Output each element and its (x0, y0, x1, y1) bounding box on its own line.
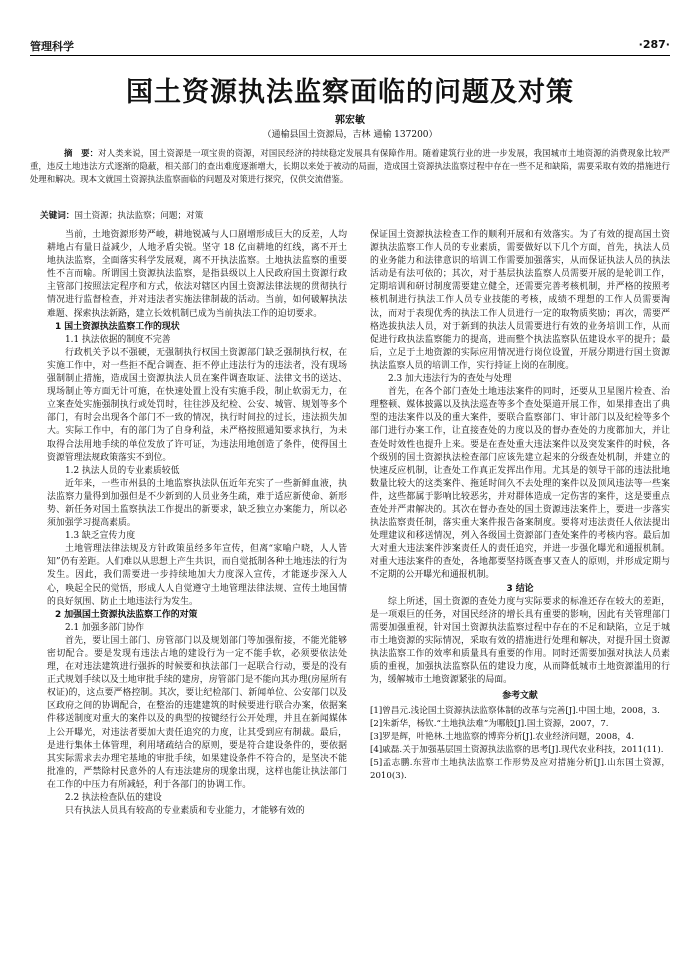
reference-item: [1]曾昌元.浅论国土资源执法监察体制的改革与完善[J].中国土地，2008，3. (370, 706, 660, 717)
right-column (370, 229, 670, 783)
body-paragraph: 综上所述，国土资源的查处力度与实际要求的标准还存在较大的差距，是一项艰巨的任务，对国民经济的增长具有重要的影响，因此有关管理部门需要加强重视，针对国土资源执法监察过程中存在的不足和缺陷，立足于城市土地资源的实际情况，采取有效的措施进行处理和解决，对提升国土资源执法监察工作的效率和质量具有重要的作用。同时还需要加强对执法人员素质的重视，加强执法监察队伍的建设力度，从而降低城市土地资源滥用的行为，缓解城市土地资源紧张的局面。 (370, 596, 670, 686)
references-heading: 参考文献 (502, 691, 538, 702)
page-number: ·287· (638, 38, 670, 51)
body-paragraph: 近年来，一些市州县的土地监察执法队伍近年充实了一些新鲜血液，执法监察力量得到加强但是不少新到的人员业务生疏，难于适应新使命、新形势、新任务对国土监察执法工作提出的新要求，缺乏独立办案能力，所以必须加强学习提高素质。 (47, 478, 347, 529)
abstract-text: 对人类来说，国土资源是一项宝贵的资源，对国民经济的持续稳定发展具有保障作用。随着建筑行业的进一步发展，我国城市土地资源的消费现象比较严重，违反土地违法方式逐渐的隐蔽，相关部门的查出难度逐渐增大，长期以来处于被动的局面，造成国土资源执法监察过程中存在一些不足和缺陷，需要采取有效的措施进行处理和解决。现本文就国土资源执法监察面临的问题及对策进行探究，仅供交流借鉴。 (30, 148, 671, 184)
body-paragraph: 行政机关予以不强硬，无强制执行权国土资源部门缺乏强制执行权，在实施工作中，对一些拒不配合调查、拒不停止违法行为的违法者，没有现场强制制止措施，造成国土资源执法人员在案件调查取证、法律文书的送达、现场制止等方面无计可施，在快速处置上没有实施手段，制止软弱无力，在立案查处实施强制执行或处罚时，往往涉及纪检、公安、城管、规划等多个部门，有时会出现各个部门不一致的情况，执行时间拉的过长，违法损失加大。实际工作中，有的部门为了自身利益，未严格按照通知要求执行，为未取得合法用地手续的单位发放了许可证，为违法用地创造了条件，使得国土资源管理法规政策落实不到位。 (47, 347, 347, 463)
subsection-heading: 1.1 执法依据的制度不完善 (65, 334, 171, 345)
keywords-text: 国土资源；执法监察；问题；对策 (74, 211, 204, 221)
subsection-heading: 2.2 执法检查队伍的建设 (65, 793, 162, 804)
article-title: 国土资源执法监察面临的问题及对策 (126, 77, 574, 108)
reference-item: [3]罗是辉，叶艳林.土地监察的博弈分析[J].农业经济问题，2008，4. (370, 732, 635, 743)
author-affiliation: （通榆县国土资源局，吉林 通榆 137200） (262, 130, 438, 140)
running-head (30, 38, 670, 54)
body-paragraph: 土地管理法律法规及方针政策虽经多年宣传，但离“家喻户晓，人人皆知”仍有差距。人们难以从思想上产生共识，而自觉抵制各种土地违法的行为发生。因此，我们需要进一步持续地加大力度深入宣传，才能逐步深入人心，唤起全民的觉悟，形成人人自觉遵守土地管理法律法规、宣传土地国情的良好氛围、防止土地违法行为发生。 (47, 544, 347, 607)
section-heading: 1 国土资源执法监察工作的现状 (55, 321, 180, 332)
abstract-label: 摘 要： (64, 148, 99, 158)
body-paragraph: 只有执法人员具有较高的专业素质和专业能力，才能够有效的 (65, 806, 305, 817)
author-name: 郭宏敏 (335, 115, 365, 126)
body-paragraph: 当前，土地资源形势严峻，耕地锐减与人口剧增形成巨大的反差，人均耕地占有量日益减少，人地矛盾尖锐。坚守 18 亿亩耕地的红线，离不开土地执法监察，全面落实科学发展观，离不开执法监察。土地执法监察的重要性不言而喻。所谓国土资源执法监察，是指县级以上人民政府国土资源行政主管部门按照法定程序和方式，依法对辖区内国土资源法律法规的贯彻执行情况进行监督检查，并对违法者实施法律制裁的活动。当前，如何破解执法难题、探索执法新路，建立长效机制已成为当前执法工作的迫切要求。 (47, 230, 347, 319)
keywords-label: 关键词： (40, 211, 75, 221)
journal-name: 管理科学 (30, 40, 74, 53)
keywords (40, 210, 670, 223)
left-column (47, 229, 347, 818)
body-paragraph: 首先，在各个部门查处土地违法案件的同时，还要从卫星图片检查、治理整顿、媒体披露以及执法巡查等多个查处渠道开展工作，如果排查出了典型的违法案件以及的重大案件，要联合监察部门、审计部门以及纪检等多个部门进行办案工作，让直接查处的力度以及的督办查处的力度都加大，并让查处时效性也提升上来。要是在查处重大违法案件以及突发案件的时候，各个级别的国土资源执法检查部门应该先建立起来的分级查处机制，并建立的快速反应机制，让查处工作真正发挥出作用。尤其是的领导干部的违法批地数量比较大的这类案件、拖延时间久不去处理的案件以及顶风违法等一些案件，这些都属于影响比较恶劣，并对群体造成一定伤害的案件，这是要重点查处并严肃解决的。其次在督办查处的国土资源违法案件上，要进一步落实执法监察责任制，落实重大案件报告备案制度。要将对违法责任人依法提出处理建议和移送情况，列入各级国土资源部门查处案件的考核内容。最后加大对重大违法案件涉案责任人的责任追究，并进一步强化曝光和通报机制。对重大违法案件的查处，各地都要坚持既查事又查人的原则，并形成定期与不定期的公开曝光和通报机制。 (370, 387, 670, 581)
abstract (30, 147, 670, 186)
section-heading: 2 加强国土资源执法监察工作的对策 (55, 609, 198, 620)
subsection-heading: 1.2 执法人员的专业素质较低 (65, 465, 180, 476)
reference-item: [4]戚磊.关于加强基层国土资源执法监察的思考[J].现代农业科技，2011(11). (370, 745, 664, 756)
header-rule (30, 55, 670, 56)
reference-item: [5]孟志鹏.东营市土地执法监察工作形势及应对措施分析[J].山东国土资源，2010(3). (370, 758, 670, 782)
body-paragraph: 保证国土资源执法检查工作的顺利开展和有效落实。为了有效的提高国土资源执法监察工作人员的专业素质，需要做好以下几个方面，首先，执法人员的业务能力和法律意识的培训工作需要加强落实，从而保证执法人员的执法活动是有法可依的；其次，对于基层执法监察人员需要开展的是轮训工作，定期培训和研讨制度需要建立健全，还需要完善考核机制，并严格的按照考核机制进行执法工作人员专业技能的考核，成绩不理想的工作人员需要淘汰，而对于表现优秀的执法工作人员进行一定的取物质奖励；再次，需要严格选拔执法人员，对于新到的执法人员需要进行有效的业务培训工作，从而促进行政执法监察能力的提高，进而整个执法监察队伍建设水平的提升；最后，立足于土地资源的实际应用情况进行岗位设置，开展分期进行国土资源执法监察人员的培训工作，实行持证上岗的在制度。 (370, 230, 670, 371)
section-heading: 3 结论 (506, 583, 534, 594)
reference-item: [2]朱新华，杨钦.“土地执法难”为哪般[J].国土资源，2007，7. (370, 719, 609, 730)
body-paragraph: 首先，要让国土部门、房管部门以及规划部门等加强衔接，不能光能够密切配合。要是发现有违法占地的建设行为一定不能手软，必须要依法处理，在对违法建筑进行强拆的时候要和执法部门一起联合行动，要是的没有正式规划手续以及土地审批手续的建房，房管部门是不能向其办理(房屋所有权证)的，这点要严格控制。其次，要让纪检部门、新闻单位、公安部门以及区政府之间的协调配合，在整治的违建建筑的时候要进行联合办案，依据案件移送制度对重大的案件以及的典型的按键经行公开处理，并且在新闻媒体上公开曝光，对违法者要加大责任追究的力度，让其受到应有制裁。最后，是进行集体土体管理，利用堵疏结合的原则，要是符合建设条件的，要依据其实际需求去办理宅基地的审批手续，如果建设条件不符合的，是坚决不能批准的，严禁除村民意外的人有违法建房的现象出现，这样也能让执法部门在工作的中压力有所减轻，利于各部门的协调工作。 (47, 635, 347, 790)
subsection-heading: 1.3 缺乏宣传力度 (65, 531, 136, 542)
subsection-heading: 2.1 加强多部门协作 (65, 622, 145, 633)
subsection-heading: 2.3 加大违法行为的查处与处理 (388, 374, 512, 385)
